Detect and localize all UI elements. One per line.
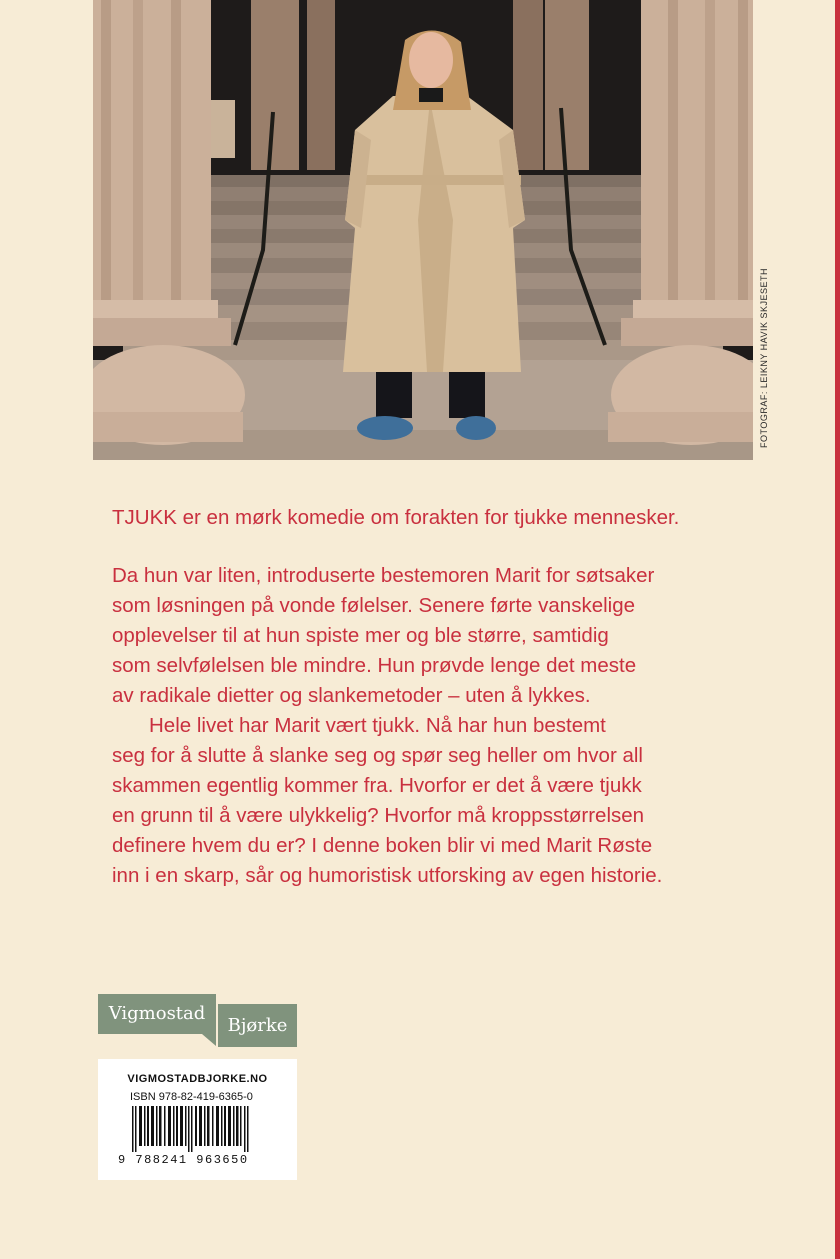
publisher-website: VIGMOSTADBJORKE.NO [127, 1073, 268, 1085]
isbn-number: ISBN 978-82-419-6365-0 [130, 1091, 253, 1103]
back-cover-blurb [112, 503, 762, 891]
blurb-line: inn i en skarp, sår og humoristisk utforsking av egen historie. [112, 864, 663, 887]
blurb-line: som selvfølelsen ble mindre. Hun prøvde lenge det meste [112, 654, 637, 677]
blurb-line: en grunn til å være ulykkelig? Hvorfor må kroppsstørrelsen [112, 804, 645, 827]
logo-word-bjorke: Bjørke [218, 1004, 297, 1047]
blurb-line: definere hvem du er? I denne boken blir vi med Marit Røste [112, 834, 653, 857]
blurb-line: Hele livet har Marit vært tjukk. Nå har hun bestemt [149, 714, 606, 737]
logo-word-vigmostad: Vigmostad [98, 994, 216, 1034]
author-photo [93, 0, 753, 460]
blurb-line: av radikale dietter og slankemetoder – uten å lykkes. [112, 684, 591, 707]
blurb-paragraph-1 [112, 561, 762, 711]
spine-edge [835, 0, 840, 1259]
photo-credit: FOTOGRAF: LEIKNY HAVIK SKJESETH [759, 267, 769, 448]
blurb-lead: TJUKK er en mørk komedie om forakten for tjukke mennesker. [112, 506, 680, 529]
publisher-logo [98, 994, 298, 1054]
isbn-barcode-box [98, 1059, 297, 1180]
blurb-line: skammen egentlig kommer fra. Hvorfor er det å være tjukk [112, 774, 642, 797]
blurb-line: Da hun var liten, introduserte bestemoren Marit for søtsaker [112, 564, 655, 587]
blurb-paragraph-2 [112, 711, 762, 891]
blurb-line: som løsningen på vonde følelser. Senere førte vanskelige [112, 594, 636, 617]
logo-speech-tail [202, 1034, 216, 1046]
blurb-line: seg for å slutte å slanke seg og spør seg heller om hvor all [112, 744, 643, 767]
blurb-line: opplevelser til at hun spiste mer og ble større, samtidig [112, 624, 609, 647]
barcode-digits: 9 788241 963650 [118, 1153, 249, 1167]
barcode-icon [118, 1106, 268, 1152]
